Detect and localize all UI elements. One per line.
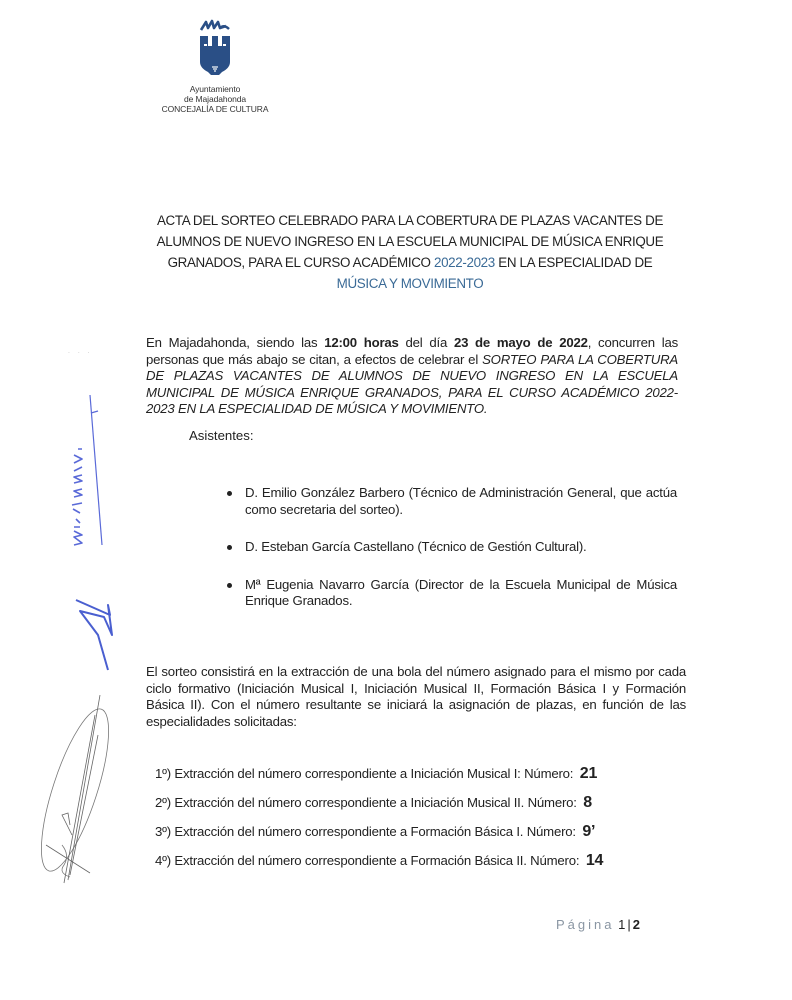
- current-page: 1: [618, 917, 626, 932]
- draw-result-row: [155, 765, 675, 794]
- attendees-list: [225, 485, 677, 631]
- bullet-icon: [227, 491, 232, 496]
- institution-name: [150, 84, 280, 114]
- draw-label: 4º) Extracción del número correspondiente a Formación Básica II. Número:: [155, 853, 580, 868]
- draw-label: 2º) Extracción del número correspondiente a Iniciación Musical II. Número:: [155, 795, 577, 810]
- bullet-icon: [227, 583, 232, 588]
- draw-label: 1º) Extracción del número correspondiente a Iniciación Musical I: Número:: [155, 766, 574, 781]
- draw-subject: SORTEO PARA LA COBERTURA DE PLAZAS VACANTES DE ALUMNOS DE NUEVO INGRESO EN LA ESCUELA MUNICIPAL DE MÚSICA ENRIQUE GRANADOS, PARA EL CURSO ACADÉMICO 2022-2023 EN LA ESPECIALIDAD DE MÚSICA Y MOVIMIENTO.: [146, 351, 679, 417]
- bullet-icon: [227, 545, 232, 550]
- draw-result-row: [155, 794, 675, 823]
- title-line-3-pre: GRANADOS, PARA EL CURSO ACADÉMICO: [167, 255, 434, 270]
- attendees-label: Asistentes:: [189, 428, 254, 443]
- title-line-3-post: EN LA ESPECIALIDAD DE: [494, 255, 653, 270]
- session-time: 12:00 horas: [324, 335, 399, 350]
- institution-line-2: de Majadahonda: [184, 94, 246, 104]
- title-academic-year: 2022-2023: [433, 255, 495, 270]
- attendee-item: [225, 485, 677, 518]
- signature-handwritten-name: [60, 385, 110, 555]
- intro-text-3: , concurren las personas que más abajo se citan, a efectos de celebrar el: [146, 335, 678, 367]
- attendee-text: D. Esteban García Castellano (Técnico de Gestión Cultural).: [245, 539, 587, 555]
- signature-gray: [40, 695, 110, 885]
- session-date: 23 de mayo de 2022: [453, 335, 588, 350]
- attendee-item: [225, 577, 677, 610]
- institution-line-3: CONCEJALÍA DE CULTURA: [161, 104, 269, 114]
- page-word: Página: [556, 917, 615, 932]
- intro-text-2: del día: [398, 335, 454, 350]
- document-title: [140, 210, 680, 294]
- draw-number: 9’: [582, 823, 596, 840]
- draw-label: 3º) Extracción del número correspondiente a Formación Básica I. Número:: [155, 824, 576, 839]
- attendee-text: D. Emilio González Barbero (Técnico de Administración General, que actúa como secretaria del sorteo).: [245, 485, 677, 517]
- method-paragraph: El sorteo consistirá en la extracción de una bola del número asignado para el mismo por cada ciclo formativo (Iniciación Musical I, Iniciación Musical II, Formación Básica I y Formación Básica II). Con el número resultante se iniciará la asignación de plazas, en función de las especialidades solicitadas:: [146, 664, 686, 729]
- draw-results: [155, 765, 675, 881]
- title-line-1: ACTA DEL SORTEO CELEBRADO PARA LA COBERTURA DE PLAZAS VACANTES DE: [156, 213, 664, 228]
- page-separator: |: [627, 917, 631, 932]
- intro-paragraph: [146, 335, 678, 418]
- institution-logo: [150, 18, 280, 114]
- signature-blue: [68, 595, 128, 685]
- draw-result-row: [155, 852, 675, 881]
- scan-artifact: · · ·: [68, 350, 93, 357]
- total-pages: 2: [632, 917, 640, 932]
- attendee-text: Mª Eugenia Navarro García (Director de la Escuela Municipal de Música Enrique Granados.: [245, 576, 677, 609]
- title-line-2: ALUMNOS DE NUEVO INGRESO EN LA ESCUELA MUNICIPAL DE MÚSICA ENRIQUE: [156, 234, 664, 249]
- draw-number: 8: [583, 794, 592, 811]
- title-line-3: [140, 252, 680, 273]
- attendee-item: [225, 539, 677, 556]
- draw-number: 21: [579, 765, 598, 782]
- page-number: [556, 917, 640, 932]
- majadahonda-coat-of-arms-icon: [198, 18, 232, 80]
- institution-line-1: Ayuntamiento: [189, 84, 241, 94]
- draw-number: 14: [585, 852, 604, 869]
- title-specialty: MÚSICA Y MOVIMIENTO: [336, 276, 484, 291]
- intro-text-1: En Majadahonda, siendo las: [146, 335, 325, 350]
- draw-result-row: [155, 823, 675, 852]
